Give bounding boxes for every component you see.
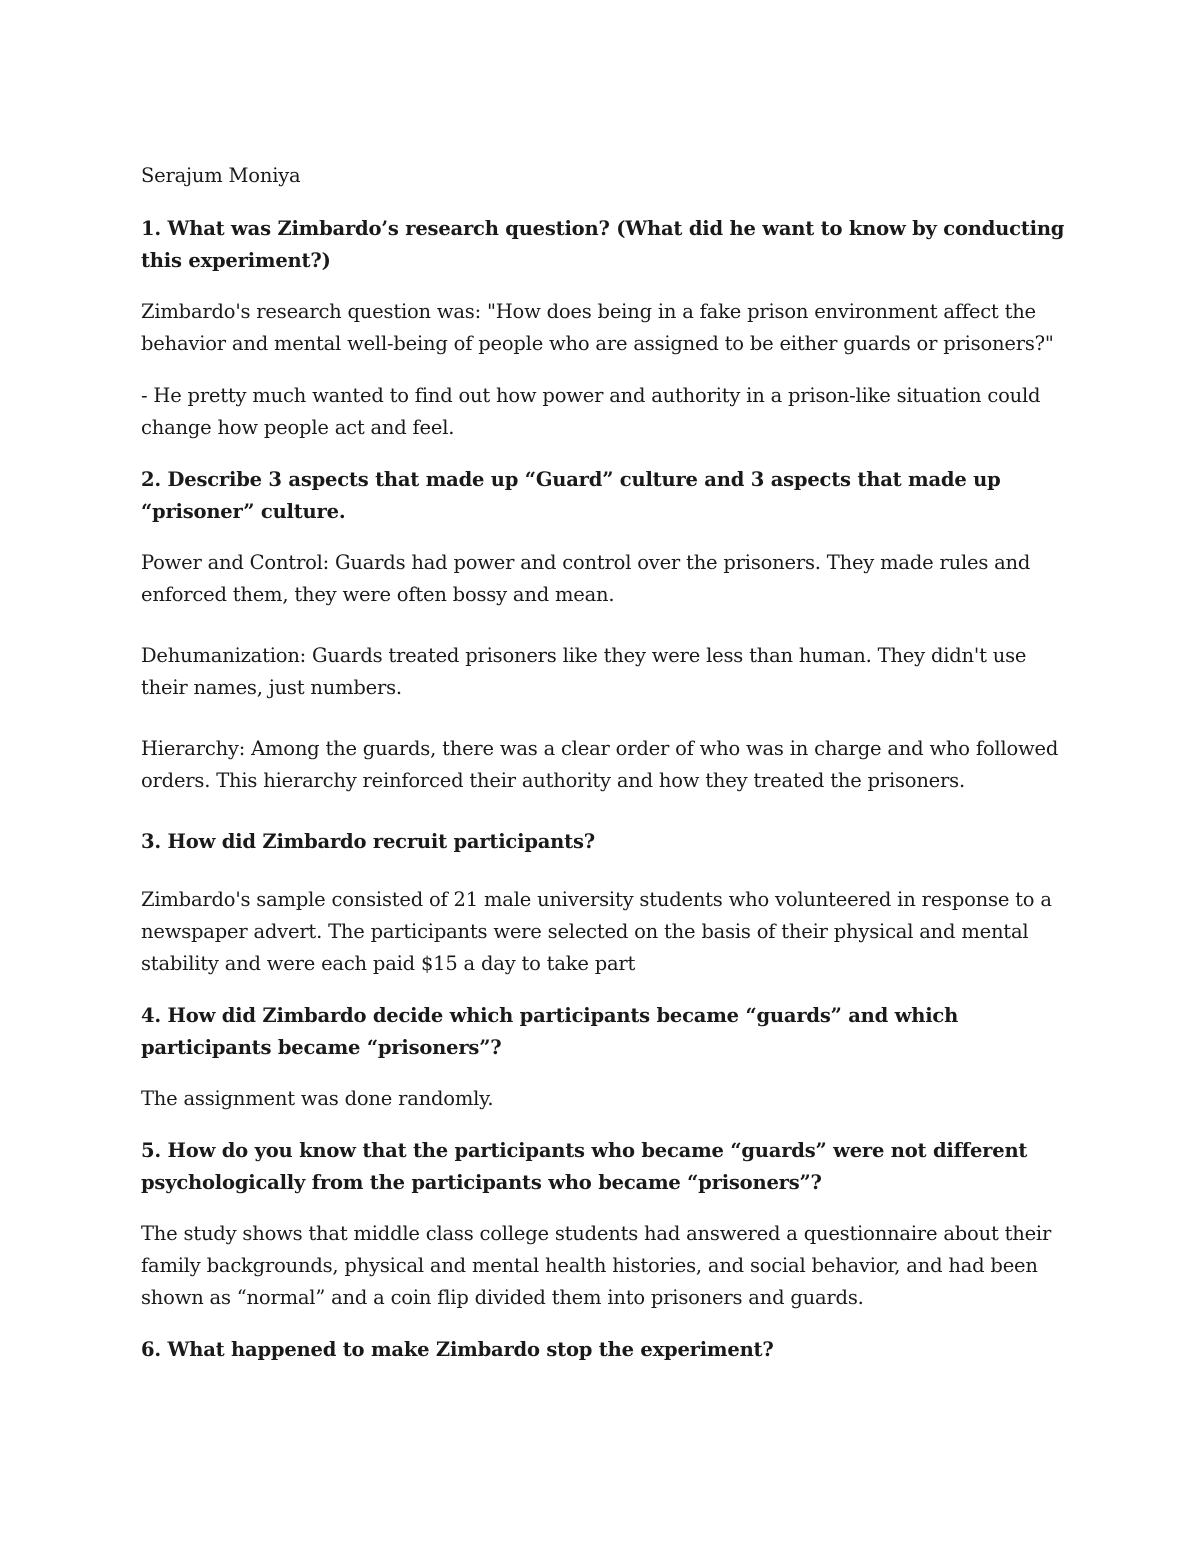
question-3: 3. How did Zimbardo recruit participants?	[141, 830, 595, 853]
answer-4-paragraph: The assignment was done randomly.	[141, 1087, 494, 1110]
question-2: 2. Describe 3 aspects that made up “Guard” culture and 3 aspects that made up “prisoner” culture.	[141, 468, 1001, 523]
answer-2-paragraph: Dehumanization: Guards treated prisoners like they were less than human. They didn't use their names, just numbers.	[141, 644, 1027, 699]
document-page	[141, 160, 1066, 1385]
question-6: 6. What happened to make Zimbardo stop the experiment?	[141, 1338, 774, 1361]
answer-2-paragraph: Power and Control: Guards had power and control over the prisoners. They made rules and enforced them, they were often bossy and mean.	[141, 551, 1031, 606]
answer-2-paragraph: Hierarchy: Among the guards, there was a clear order of who was in charge and who followed orders. This hierarchy reinforced their authority and how they treated the prisoners.	[141, 737, 1059, 792]
question-4: 4. How did Zimbardo decide which participants became “guards” and which participants became “prisoners”?	[141, 1004, 959, 1059]
answer-5-paragraph: The study shows that middle class college students had answered a questionnaire about their family backgrounds, physical and mental health histories, and social behavior, and had been shown as “normal” and a coin flip divided them into prisoners and guards.	[141, 1222, 1052, 1309]
author-name: Serajum Moniya	[141, 164, 301, 187]
answer-1-paragraph: - He pretty much wanted to find out how power and authority in a prison-like situation could change how people act and feel.	[141, 384, 1041, 439]
question-1: 1. What was Zimbardo’s research question? (What did he want to know by conducting this experiment?)	[141, 217, 1065, 272]
question-5: 5. How do you know that the participants who became “guards” were not different psychologically from the participants who became “prisoners”?	[141, 1139, 1028, 1194]
answer-3-paragraph: Zimbardo's sample consisted of 21 male university students who volunteered in response to a newspaper advert. The participants were selected on the basis of their physical and mental stability and were each paid $15 a day to take part	[141, 888, 1052, 975]
answer-1-paragraph: Zimbardo's research question was: "How does being in a fake prison environment affect the behavior and mental well-being of people who are assigned to be either guards or prisoners?"	[141, 300, 1054, 355]
